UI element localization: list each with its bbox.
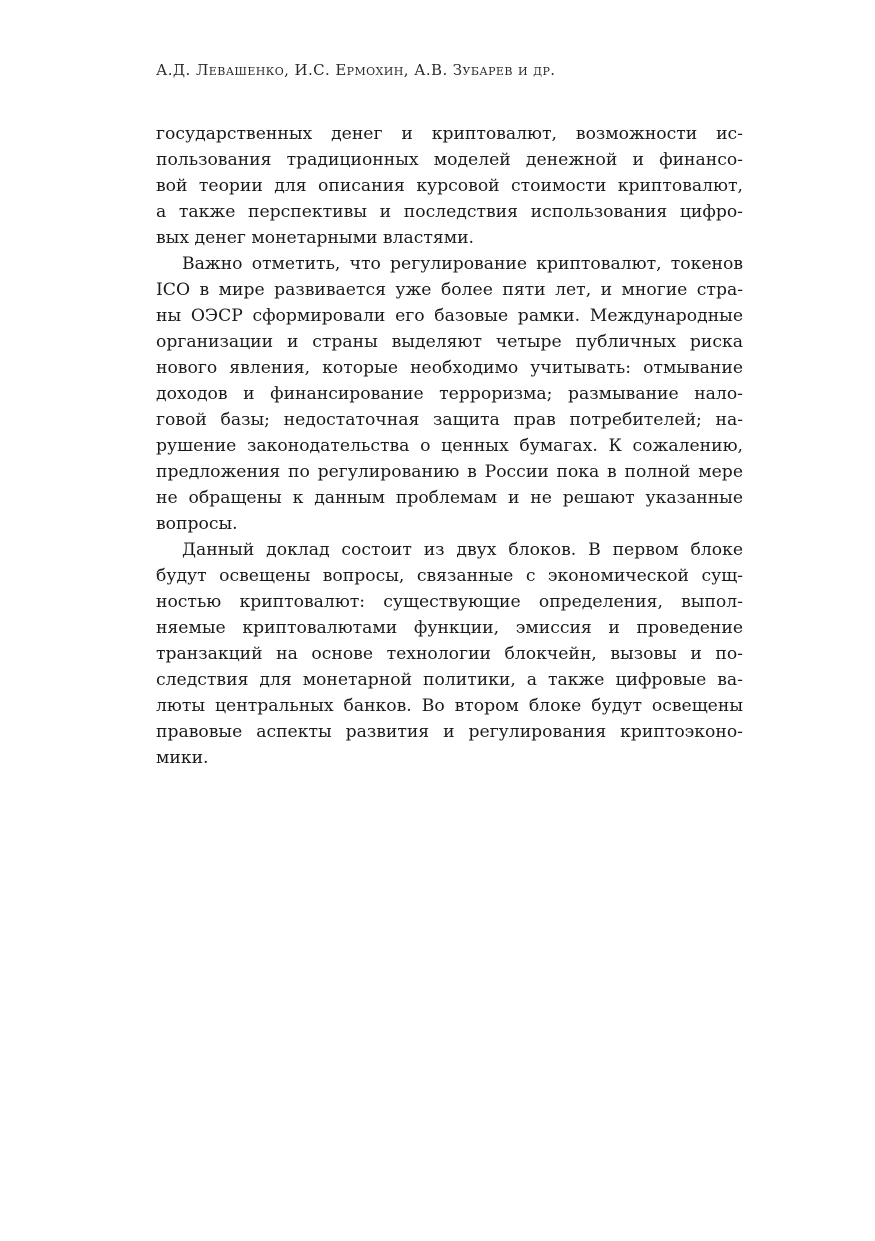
text-line: люты центральных банков. Во втором блоке будут освещены (156, 696, 743, 716)
text-line: доходов и финансирование терроризма; размывание нало- (156, 384, 743, 404)
text-line: организации и страны выделяют четыре публичных риска (156, 332, 743, 352)
text-line: ICO в мире развивается уже более пяти лет, и многие стра- (156, 280, 743, 300)
paragraph-1 (156, 121, 743, 251)
text-line: транзакций на основе технологии блокчейн, вызовы и по- (156, 644, 743, 664)
text-line: вой теории для описания курсовой стоимости криптовалют, (156, 176, 743, 196)
text-line: нового явления, которые необходимо учитывать: отмывание (156, 358, 743, 378)
running-head: А.Д. Левашенко, И.С. Ермохин, А.В. Зубарев и др. (156, 61, 556, 79)
text-line: пользования традиционных моделей денежной и финансо- (156, 150, 743, 170)
text-line: Важно отметить, что регулирование криптовалют, токенов (182, 254, 743, 274)
text-line: мики. (156, 748, 209, 768)
paragraph-2 (156, 251, 743, 537)
text-line: будут освещены вопросы, связанные с экономической сущ- (156, 566, 743, 586)
text-line: предложения по регулированию в России пока в полной мере (156, 462, 743, 482)
text-line: вопросы. (156, 514, 238, 534)
text-line: рушение законодательства о ценных бумагах. К сожалению, (156, 436, 743, 456)
text-line: государственных денег и криптовалют, возможности ис- (156, 124, 743, 144)
text-line: вых денег монетарными властями. (156, 228, 474, 248)
body-text (156, 121, 743, 771)
text-line: няемые криптовалютами функции, эмиссия и проведение (156, 618, 743, 638)
text-line: ностью криптовалют: существующие определения, выпол- (156, 592, 743, 612)
paragraph-3 (156, 537, 743, 771)
text-line: не обращены к данным проблемам и не решают указанные (156, 488, 743, 508)
text-line: говой базы; недостаточная защита прав потребителей; на- (156, 410, 743, 430)
text-line: а также перспективы и последствия использования цифро- (156, 202, 743, 222)
text-line: следствия для монетарной политики, а также цифровые ва- (156, 670, 743, 690)
text-line: ны ОЭСР сформировали его базовые рамки. Международные (156, 306, 743, 326)
text-line: Данный доклад состоит из двух блоков. В первом блоке (182, 540, 743, 560)
text-line: правовые аспекты развития и регулирования криптоэконо- (156, 722, 743, 742)
